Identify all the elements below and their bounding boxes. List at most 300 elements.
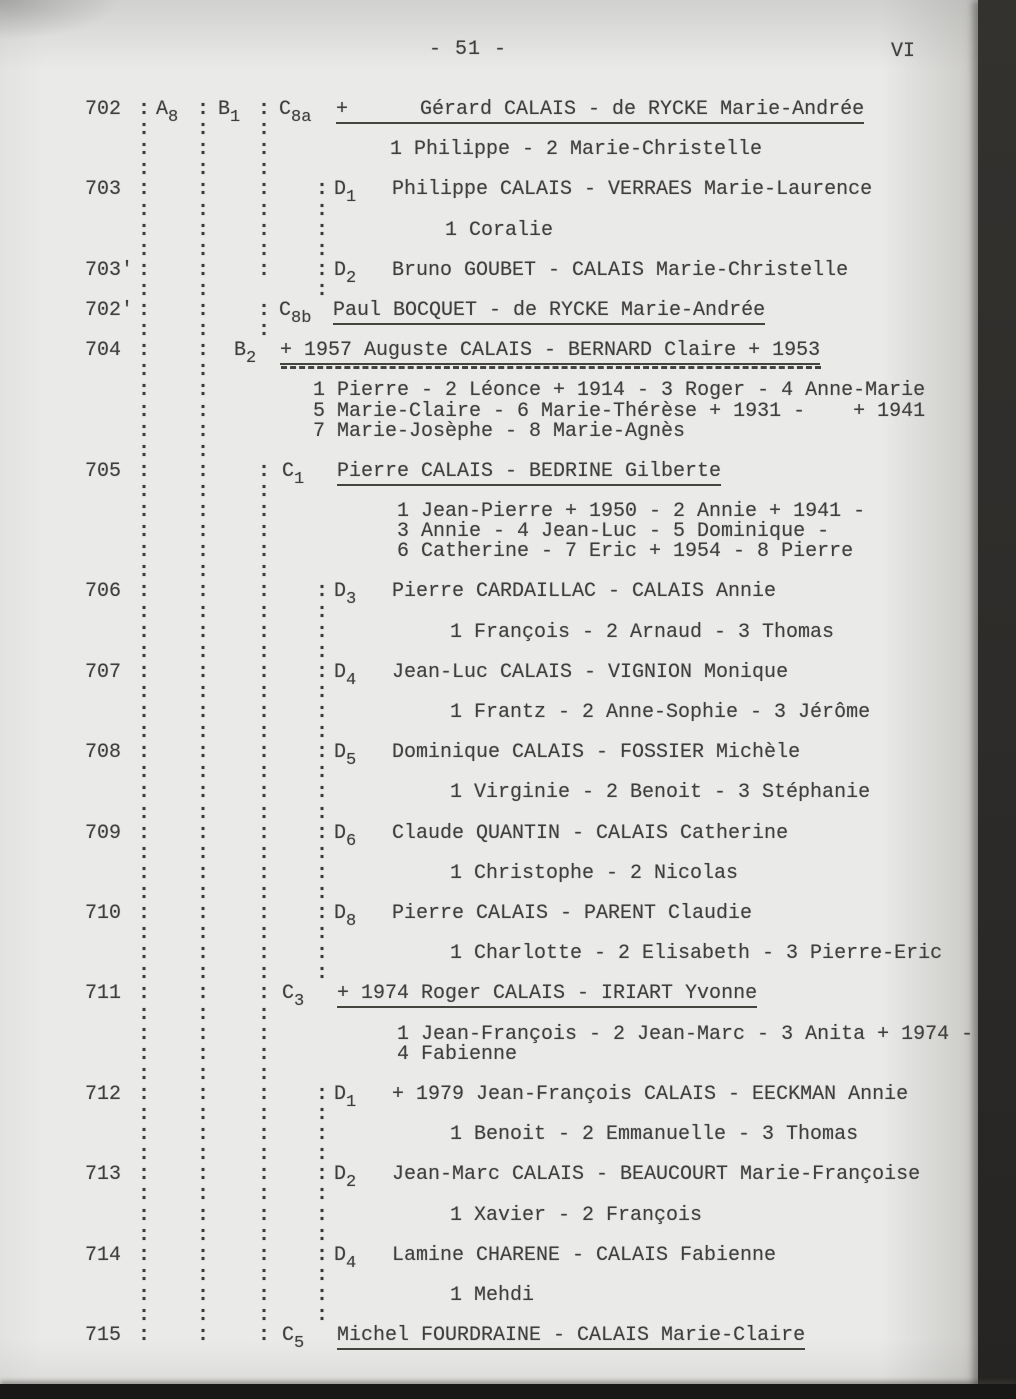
column-divider: :	[316, 902, 329, 925]
column-divider: :	[197, 460, 210, 483]
level-subscript: 2	[346, 1173, 357, 1192]
column-divider: :	[258, 1163, 271, 1186]
children-list: 1 Coralie	[445, 219, 554, 242]
column-divider: :	[197, 219, 210, 242]
couple-heading: Pierre CALAIS - BEDRINE Gilberte	[337, 462, 721, 486]
column-divider: :	[316, 1204, 329, 1227]
spacer-dots	[0, 160, 1016, 180]
column-divider: :	[258, 239, 271, 262]
column-divider: :	[197, 741, 210, 764]
column-divider: :	[258, 902, 271, 925]
level-label: B2	[234, 339, 257, 368]
column-divider: :	[316, 1244, 329, 1267]
spacer-dots	[0, 763, 1016, 783]
column-divider: :	[138, 199, 151, 222]
column-divider: :	[316, 580, 329, 603]
column-divider: :	[197, 1183, 210, 1206]
column-divider: :	[258, 1324, 271, 1347]
spacer-dots	[0, 361, 1016, 381]
level-label: C8a	[279, 98, 312, 127]
children-710	[0, 944, 1016, 964]
level-subscript: 2	[246, 349, 257, 368]
entry-number: 715	[85, 1324, 122, 1347]
spacer-dots	[0, 562, 1016, 582]
column-divider: :	[258, 802, 271, 825]
column-divider: :	[197, 701, 210, 724]
column-divider: :	[197, 1143, 210, 1166]
column-divider: :	[316, 741, 329, 764]
column-divider: :	[197, 540, 210, 563]
column-divider: :	[258, 158, 271, 181]
column-divider: :	[197, 520, 210, 543]
column-divider: :	[138, 1043, 151, 1066]
level-label: D3	[334, 580, 357, 609]
level-subscript: 8b	[291, 309, 312, 328]
level-subscript: 8a	[291, 108, 312, 127]
column-divider: :	[316, 601, 329, 624]
entry-710	[0, 902, 1016, 931]
children-list: 1 Mehdi	[450, 1284, 535, 1307]
column-divider: :	[258, 1244, 271, 1267]
column-divider: :	[197, 400, 210, 423]
column-divider: :	[258, 580, 271, 603]
column-divider: :	[316, 761, 329, 784]
entry-number: 703	[85, 178, 122, 201]
column-divider: :	[197, 279, 210, 302]
column-divider: :	[316, 199, 329, 222]
spacer-dots	[0, 1226, 1016, 1246]
column-divider: :	[138, 440, 151, 463]
column-divider: :	[258, 138, 271, 161]
column-divider: :	[258, 661, 271, 684]
column-divider: :	[258, 942, 271, 965]
column-divider: :	[197, 661, 210, 684]
children-list: 7 Marie-Josèphe - 8 Marie-Agnès	[313, 420, 686, 443]
spacer-dots	[0, 321, 1016, 341]
level-label: A8	[156, 98, 179, 127]
entry-number: 707	[85, 661, 122, 684]
column-divider: :	[138, 1204, 151, 1227]
column-divider: :	[316, 178, 329, 201]
column-divider: :	[258, 781, 271, 804]
column-divider: :	[197, 158, 210, 181]
column-divider: :	[258, 299, 271, 322]
level-label: D2	[334, 259, 357, 288]
level-label: D1	[334, 178, 357, 207]
level-subscript: 2	[346, 269, 357, 288]
column-divider: :	[197, 1163, 210, 1186]
column-divider: :	[316, 1143, 329, 1166]
column-divider: :	[197, 721, 210, 744]
column-divider: :	[138, 158, 151, 181]
column-divider: :	[316, 259, 329, 282]
level-label: C8b	[279, 299, 312, 328]
column-divider: :	[197, 1324, 210, 1347]
column-divider: :	[316, 802, 329, 825]
level-label: D5	[334, 741, 357, 770]
column-divider: :	[138, 1163, 151, 1186]
column-divider: :	[258, 641, 271, 664]
column-divider: :	[258, 1063, 271, 1086]
spacer-dots	[0, 1145, 1016, 1165]
column-divider: :	[197, 802, 210, 825]
children-list: 1 Christophe - 2 Nicolas	[450, 862, 739, 885]
column-divider: :	[197, 560, 210, 583]
spacer-dots	[0, 482, 1016, 502]
spacer-dots	[0, 201, 1016, 221]
entry-number: 708	[85, 741, 122, 764]
column-divider: :	[316, 1284, 329, 1307]
column-divider: :	[138, 379, 151, 402]
entry-number: 702'	[85, 299, 134, 322]
level-subscript: 6	[346, 832, 357, 851]
column-divider: :	[316, 641, 329, 664]
entry-715	[0, 1324, 1016, 1353]
column-divider: :	[138, 721, 151, 744]
column-divider: :	[138, 1083, 151, 1106]
level-label: C3	[282, 982, 305, 1011]
column-divider: :	[258, 1304, 271, 1327]
entry-number: 703'	[85, 259, 134, 282]
column-divider: :	[316, 661, 329, 684]
column-divider: :	[197, 601, 210, 624]
column-divider: :	[258, 822, 271, 845]
column-divider: :	[316, 822, 329, 845]
column-divider: :	[138, 540, 151, 563]
spacer-dots	[0, 1105, 1016, 1125]
column-divider: :	[138, 982, 151, 1005]
entry-number: 705	[85, 460, 122, 483]
children-706	[0, 623, 1016, 643]
column-divider: :	[197, 580, 210, 603]
column-divider: :	[138, 621, 151, 644]
column-divider: :	[258, 962, 271, 985]
children-list: 1 Pierre - 2 Léonce + 1914 - 3 Roger - 4 Anne-Marie	[313, 379, 926, 402]
couple-heading: + 1974 Roger CALAIS - IRIART Yvonne	[337, 984, 757, 1008]
children-711	[0, 1045, 1016, 1065]
column-divider: :	[197, 982, 210, 1005]
level-subscript: 8	[168, 108, 179, 127]
column-divider: :	[258, 1043, 271, 1066]
column-divider: :	[258, 761, 271, 784]
column-divider: :	[258, 98, 271, 121]
children-list: 1 Frantz - 2 Anne-Sophie - 3 Jérôme	[450, 701, 871, 724]
column-divider: :	[258, 560, 271, 583]
column-divider: :	[258, 882, 271, 905]
spacer-dots	[0, 281, 1016, 301]
column-divider: :	[316, 1264, 329, 1287]
column-divider: :	[258, 259, 271, 282]
page-number: - 51 -	[429, 38, 508, 61]
column-divider: :	[258, 741, 271, 764]
column-divider: :	[197, 339, 210, 362]
level-label: D6	[334, 822, 357, 851]
column-divider: :	[197, 962, 210, 985]
children-list: 1 Xavier - 2 François	[450, 1204, 703, 1227]
couple-heading: + Gérard CALAIS - de RYCKE Marie-Andrée	[336, 100, 864, 124]
spacer-dots	[0, 643, 1016, 663]
column-divider: :	[138, 681, 151, 704]
children-714	[0, 1286, 1016, 1306]
column-divider: :	[138, 219, 151, 242]
children-list: 1 Jean-François - 2 Jean-Marc - 3 Anita + 1974 -	[397, 1023, 974, 1046]
entry-number: 706	[85, 580, 122, 603]
entry-number: 714	[85, 1244, 122, 1267]
couple-heading: Pierre CARDAILLAC - CALAIS Annie	[392, 580, 777, 603]
column-divider: :	[197, 118, 210, 141]
column-divider: :	[316, 1224, 329, 1247]
spacer-dots	[0, 964, 1016, 984]
column-divider: :	[138, 339, 151, 362]
children-703	[0, 221, 1016, 241]
column-divider: :	[258, 1003, 271, 1026]
column-divider: :	[258, 219, 271, 242]
column-divider: :	[197, 259, 210, 282]
level-label: D1	[334, 1083, 357, 1112]
entry-703	[0, 178, 1016, 207]
column-divider: :	[258, 520, 271, 543]
column-divider: :	[316, 962, 329, 985]
column-divider: :	[197, 98, 210, 121]
column-divider: :	[258, 540, 271, 563]
column-divider: :	[197, 621, 210, 644]
column-divider: :	[197, 500, 210, 523]
column-divider: :	[258, 178, 271, 201]
spacer-dots	[0, 1306, 1016, 1326]
spacer-dots	[0, 241, 1016, 261]
column-divider: :	[138, 1324, 151, 1347]
entry-712	[0, 1083, 1016, 1112]
children-704	[0, 422, 1016, 442]
column-divider: :	[138, 822, 151, 845]
entry-705	[0, 460, 1016, 489]
column-divider: :	[197, 1284, 210, 1307]
column-divider: :	[258, 1123, 271, 1146]
column-divider: :	[138, 400, 151, 423]
column-divider: :	[138, 359, 151, 382]
column-divider: :	[138, 802, 151, 825]
spacer-dots	[0, 1185, 1016, 1205]
level-label: D8	[334, 902, 357, 931]
column-divider: :	[258, 862, 271, 885]
column-divider: :	[197, 480, 210, 503]
spacer-dots	[0, 924, 1016, 944]
column-divider: :	[258, 681, 271, 704]
spacer-dots	[0, 442, 1016, 462]
spacer-dots	[0, 723, 1016, 743]
column-divider: :	[258, 1143, 271, 1166]
column-divider: :	[258, 922, 271, 945]
spacer-dots	[0, 603, 1016, 623]
column-divider: :	[316, 681, 329, 704]
column-divider: :	[138, 1304, 151, 1327]
column-divider: :	[138, 480, 151, 503]
column-divider: :	[197, 1304, 210, 1327]
column-divider: :	[258, 1224, 271, 1247]
couple-heading: Claude QUANTIN - CALAIS Catherine	[392, 822, 789, 845]
spacer-dots	[0, 120, 1016, 140]
column-divider: :	[258, 460, 271, 483]
column-divider: :	[197, 1244, 210, 1267]
spacer-dots	[0, 884, 1016, 904]
column-divider: :	[138, 942, 151, 965]
column-divider: :	[197, 299, 210, 322]
level-subscript: 1	[346, 188, 357, 207]
children-708	[0, 783, 1016, 803]
level-label: C5	[282, 1324, 305, 1353]
column-divider: :	[138, 741, 151, 764]
level-subscript: 5	[346, 751, 357, 770]
spacer-dots	[0, 683, 1016, 703]
column-divider: :	[197, 138, 210, 161]
column-divider: :	[138, 580, 151, 603]
scan-corner-smudge	[0, 0, 120, 40]
column-divider: :	[138, 842, 151, 865]
column-divider: :	[138, 500, 151, 523]
column-divider: :	[197, 781, 210, 804]
entry-number: 702	[85, 98, 122, 121]
column-divider: :	[258, 842, 271, 865]
column-divider: :	[138, 299, 151, 322]
children-list: 1 François - 2 Arnaud - 3 Thomas	[450, 621, 835, 644]
column-divider: :	[258, 721, 271, 744]
entry-number: 712	[85, 1083, 122, 1106]
column-divider: :	[316, 279, 329, 302]
level-label: D4	[334, 661, 357, 690]
couple-heading: + 1979 Jean-François CALAIS - EECKMAN Annie	[392, 1083, 909, 1106]
column-divider: :	[138, 882, 151, 905]
column-divider: :	[316, 842, 329, 865]
scan-edge-bottom	[0, 1384, 1016, 1399]
entry-702	[0, 98, 1016, 127]
column-divider: :	[138, 520, 151, 543]
children-list: 3 Annie - 4 Jean-Luc - 5 Dominique -	[397, 520, 830, 543]
column-divider: :	[197, 1083, 210, 1106]
entry-704	[0, 339, 1016, 368]
children-705	[0, 542, 1016, 562]
column-divider: :	[316, 1103, 329, 1126]
column-divider: :	[197, 239, 210, 262]
children-707	[0, 703, 1016, 723]
column-divider: :	[138, 962, 151, 985]
column-divider: :	[258, 601, 271, 624]
column-divider: :	[138, 641, 151, 664]
column-divider: :	[197, 862, 210, 885]
level-subscript: 5	[294, 1334, 305, 1353]
column-divider: :	[197, 199, 210, 222]
level-subscript: 4	[346, 671, 357, 690]
spacer-dots	[0, 844, 1016, 864]
couple-heading: Jean-Luc CALAIS - VIGNION Monique	[392, 661, 789, 684]
column-divider: :	[197, 319, 210, 342]
column-divider: :	[138, 1264, 151, 1287]
column-divider: :	[138, 420, 151, 443]
children-709	[0, 864, 1016, 884]
column-divider: :	[197, 681, 210, 704]
column-divider: :	[197, 1103, 210, 1126]
entry-703-prime	[0, 259, 1016, 288]
column-divider: :	[138, 319, 151, 342]
entry-711	[0, 982, 1016, 1011]
column-divider: :	[138, 1244, 151, 1267]
column-divider: :	[316, 922, 329, 945]
column-divider: :	[197, 379, 210, 402]
children-list: 1 Benoit - 2 Emmanuelle - 3 Thomas	[450, 1123, 859, 1146]
column-divider: :	[138, 761, 151, 784]
column-divider: :	[138, 1123, 151, 1146]
column-divider: :	[316, 882, 329, 905]
column-divider: :	[197, 1204, 210, 1227]
column-divider: :	[138, 178, 151, 201]
entry-number: 713	[85, 1163, 122, 1186]
column-divider: :	[316, 239, 329, 262]
column-divider: :	[316, 1304, 329, 1327]
column-divider: :	[258, 1023, 271, 1046]
column-divider: :	[316, 1083, 329, 1106]
column-divider: :	[138, 1143, 151, 1166]
column-divider: :	[316, 621, 329, 644]
spacer-dots	[0, 1005, 1016, 1025]
level-label: B1	[218, 98, 241, 127]
column-divider: :	[138, 862, 151, 885]
column-divider: :	[138, 1284, 151, 1307]
column-divider: :	[138, 601, 151, 624]
column-divider: :	[138, 1023, 151, 1046]
column-divider: :	[197, 440, 210, 463]
couple-heading: + 1957 Auguste CALAIS - BERNARD Claire + 1953	[280, 341, 820, 365]
column-divider: :	[258, 199, 271, 222]
column-divider: :	[258, 118, 271, 141]
couple-heading: Bruno GOUBET - CALAIS Marie-Christelle	[392, 259, 849, 282]
column-divider: :	[258, 500, 271, 523]
column-divider: :	[258, 480, 271, 503]
column-divider: :	[316, 862, 329, 885]
couple-heading: Lamine CHARENE - CALAIS Fabienne	[392, 1244, 777, 1267]
children-list: 1 Jean-Pierre + 1950 - 2 Annie + 1941 -	[397, 500, 866, 523]
spacer-dots	[0, 804, 1016, 824]
column-divider: :	[138, 460, 151, 483]
couple-heading: Paul BOCQUET - de RYCKE Marie-Andrée	[333, 301, 765, 325]
column-divider: :	[138, 1183, 151, 1206]
children-713	[0, 1206, 1016, 1226]
column-divider: :	[197, 842, 210, 865]
column-divider: :	[316, 1163, 329, 1186]
column-divider: :	[197, 359, 210, 382]
column-divider: :	[258, 982, 271, 1005]
column-divider: :	[316, 219, 329, 242]
entry-706	[0, 580, 1016, 609]
column-divider: :	[258, 1204, 271, 1227]
column-divider: :	[197, 1063, 210, 1086]
level-subscript: 1	[294, 470, 305, 489]
column-divider: :	[197, 942, 210, 965]
column-divider: :	[197, 1224, 210, 1247]
couple-heading: Michel FOURDRAINE - CALAIS Marie-Claire	[337, 1326, 805, 1350]
column-divider: :	[197, 1123, 210, 1146]
column-divider: :	[197, 178, 210, 201]
level-subscript: 8	[346, 912, 357, 931]
column-divider: :	[316, 1123, 329, 1146]
column-divider: :	[138, 560, 151, 583]
column-divider: :	[258, 701, 271, 724]
level-label: C1	[282, 460, 305, 489]
column-divider: :	[138, 1063, 151, 1086]
column-divider: :	[197, 1043, 210, 1066]
couple-heading: Pierre CALAIS - PARENT Claudie	[392, 902, 753, 925]
entry-number: 709	[85, 822, 122, 845]
entry-713	[0, 1163, 1016, 1192]
column-divider: :	[316, 942, 329, 965]
